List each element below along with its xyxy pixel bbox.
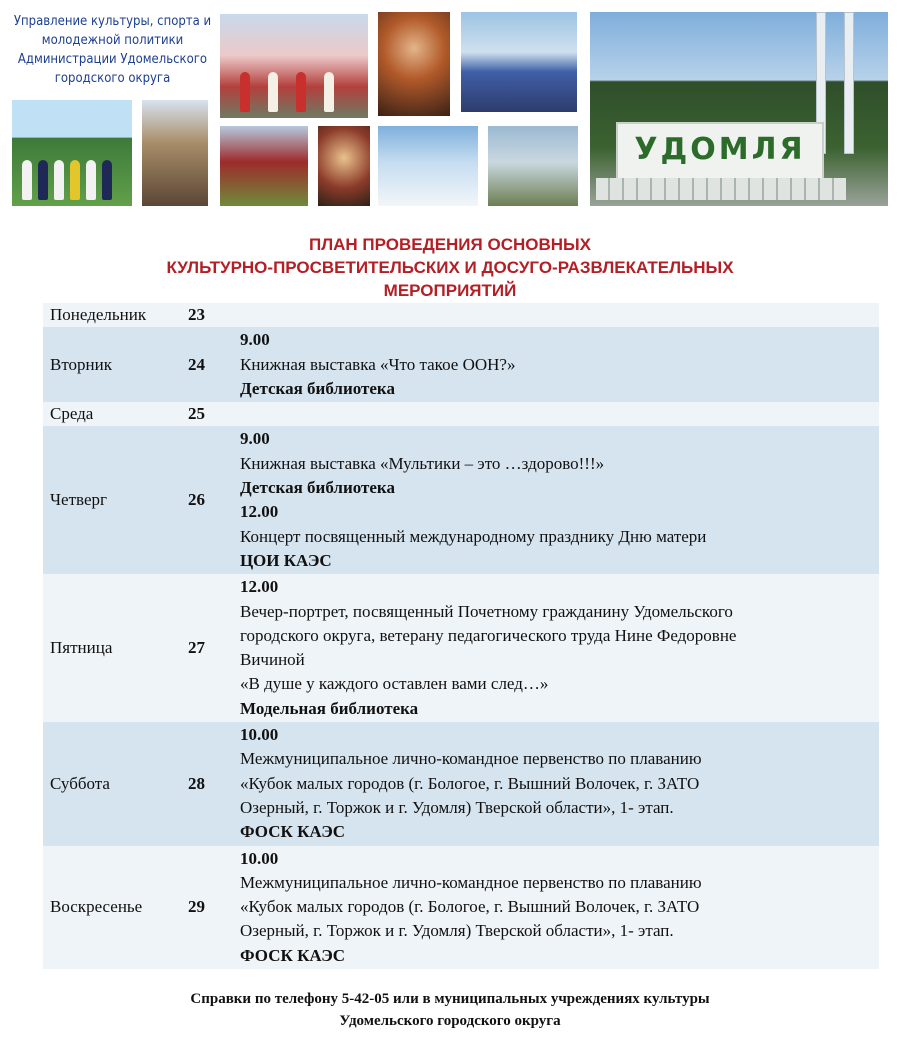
header-collage [0, 0, 900, 215]
photo-choir [461, 12, 577, 112]
event-description: Книжная выставка «Что такое ООН?» [240, 354, 516, 374]
schedule-row [43, 327, 879, 402]
event-time: 10.00 [240, 725, 279, 745]
department-line: молодежной политики [41, 33, 184, 48]
day-date: 29 [188, 846, 240, 969]
photo-manor-house [220, 126, 308, 206]
schedule-table [43, 303, 879, 969]
day-name: Понедельник [43, 303, 188, 327]
department-line: Администрации Удомельского [17, 52, 208, 67]
day-name: Четверг [43, 426, 188, 574]
town-sign-text: УДОМЛЯ [634, 132, 806, 167]
event-venue: Детская библиотека [240, 378, 395, 398]
event-description: Книжная выставка «Мультики – это …здорово!!!» [240, 453, 605, 473]
footer-note [0, 988, 900, 1032]
day-date: 24 [188, 327, 240, 402]
department-line: Управление культуры, спорта и [13, 14, 212, 29]
schedule-row [43, 846, 879, 969]
event-venue: Модельная библиотека [240, 698, 419, 718]
schedule-body [43, 303, 879, 969]
day-date: 25 [188, 402, 240, 426]
page-title [0, 233, 900, 302]
photo-lake-landscape [488, 126, 578, 206]
footer-line: Справки по телефону 5-42-05 или в муниципальных учреждениях культуры [190, 991, 710, 1007]
photo-folk-dance [220, 14, 368, 118]
town-sign-board [616, 122, 824, 180]
department-name [10, 12, 215, 88]
event-description: «В душе у каждого оставлен вами след…» [240, 674, 549, 694]
day-events [240, 722, 879, 845]
photo-painting-woman [378, 12, 450, 116]
photo-winter-building [378, 126, 478, 206]
day-name: Пятница [43, 574, 188, 722]
title-line: ПЛАН ПРОВЕДЕНИЯ ОСНОВНЫХ [308, 235, 592, 254]
schedule-row [43, 303, 879, 327]
day-events [240, 402, 879, 426]
title-line: КУЛЬТУРНО-ПРОСВЕТИТЕЛЬСКИХ И ДОСУГО-РАЗВЛЕКАТЕЛЬНЫХ [166, 258, 734, 277]
photo-youth-group [12, 100, 132, 206]
photo-painting-girls [318, 126, 370, 206]
event-description: Озерный, г. Торжок и г. Удомля) Тверской области», 1- этап. [240, 921, 674, 941]
schedule-row [43, 574, 879, 722]
event-venue: ФОСК КАЭС [240, 945, 346, 965]
schedule-row [43, 722, 879, 845]
day-events [240, 846, 879, 969]
day-name: Воскресенье [43, 846, 188, 969]
event-time: 9.00 [240, 330, 270, 350]
event-time: 12.00 [240, 502, 279, 522]
event-description: Вичиной [240, 650, 305, 670]
event-description: Вечер-портрет, посвященный Почетному гражданину Удомельского [240, 601, 733, 621]
day-events [240, 574, 879, 722]
day-date: 23 [188, 303, 240, 327]
day-name: Вторник [43, 327, 188, 402]
schedule-row [43, 402, 879, 426]
event-time: 10.00 [240, 848, 279, 868]
photo-town-sign [590, 12, 888, 206]
event-venue: Детская библиотека [240, 478, 395, 498]
event-description: «Кубок малых городов (г. Бологое, г. Вышний Волочек, г. ЗАТО [240, 773, 700, 793]
day-name: Суббота [43, 722, 188, 845]
event-time: 12.00 [240, 577, 279, 597]
event-description: Концерт посвященный международному празднику Дню матери [240, 526, 707, 546]
day-name: Среда [43, 402, 188, 426]
event-time: 9.00 [240, 429, 270, 449]
event-description: Озерный, г. Торжок и г. Удомля) Тверской области», 1- этап. [240, 797, 674, 817]
event-description: «Кубок малых городов (г. Бологое, г. Вышний Волочек, г. ЗАТО [240, 897, 700, 917]
day-date: 26 [188, 426, 240, 574]
schedule-row [43, 426, 879, 574]
town-sign-base [596, 178, 846, 200]
photo-monument [142, 100, 208, 206]
day-events [240, 327, 879, 402]
day-date: 28 [188, 722, 240, 845]
event-venue: ЦОИ КАЭС [240, 550, 332, 570]
event-description: Межмуниципальное лично-командное первенство по плаванию [240, 872, 702, 892]
footer-line: Удомельского городского округа [339, 1013, 561, 1029]
day-events [240, 303, 879, 327]
day-events [240, 426, 879, 574]
department-line: городского округа [54, 71, 171, 86]
event-description: Межмуниципальное лично-командное первенство по плаванию [240, 749, 702, 769]
title-line: МЕРОПРИЯТИЙ [383, 281, 517, 300]
event-venue: ФОСК КАЭС [240, 822, 346, 842]
day-date: 27 [188, 574, 240, 722]
event-description: городского округа, ветерану педагогического труда Нине Федоровне [240, 625, 737, 645]
